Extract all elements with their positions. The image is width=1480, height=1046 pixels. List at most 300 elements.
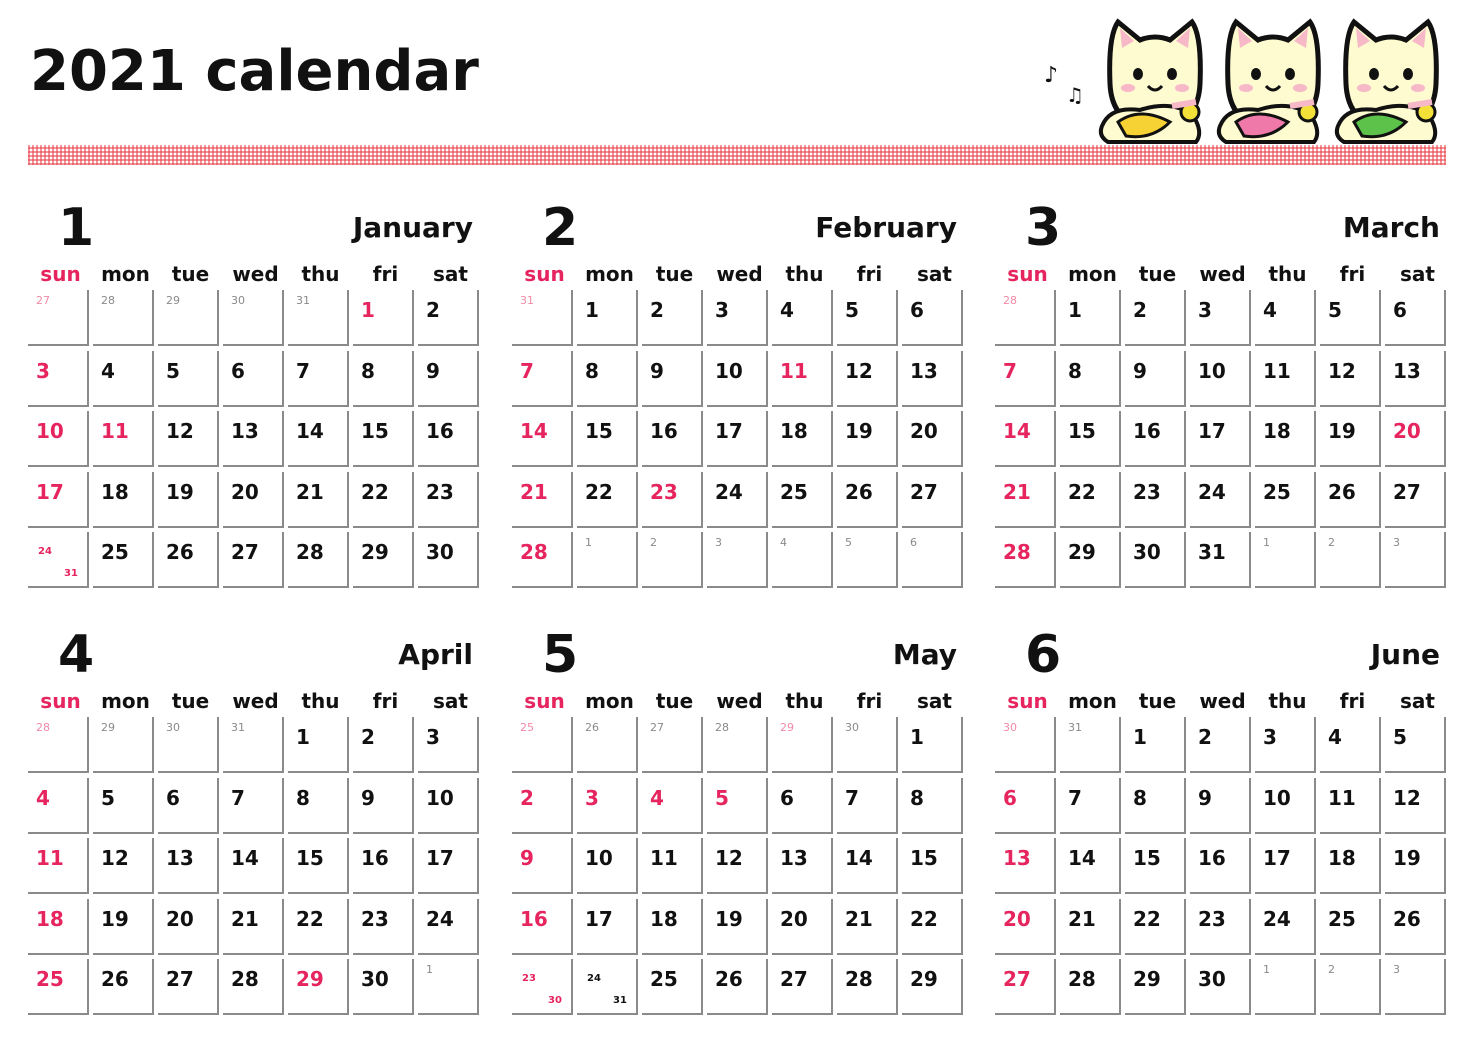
day-cell [1060, 778, 1125, 839]
day-cell [902, 472, 967, 533]
day-cell [577, 472, 642, 533]
day-number: 7 [1003, 358, 1017, 383]
day-cell [93, 717, 158, 778]
day-number: 15 [910, 846, 938, 870]
day-cell [995, 532, 1060, 593]
day-cell [512, 778, 577, 839]
day-number: 3 [426, 725, 440, 749]
day-number: 2 [1198, 725, 1212, 749]
day-number: 8 [585, 358, 599, 383]
day-cell [158, 411, 223, 472]
weekday-label: thu [301, 689, 340, 713]
week-row [995, 899, 1450, 960]
day-cell [902, 351, 967, 412]
adjacent-month-day: 31 [296, 294, 310, 307]
day-number: 4 [1328, 725, 1342, 749]
day-cell [223, 717, 288, 778]
week-row [995, 290, 1450, 351]
music-note-icon [1044, 63, 1084, 107]
day-number: 4 [780, 298, 794, 322]
day-cell [1060, 899, 1125, 960]
week-row [28, 838, 483, 899]
day-number: 30 [1198, 967, 1226, 991]
day-cell [223, 899, 288, 960]
day-number: 7 [520, 358, 534, 383]
day-cell [418, 778, 483, 839]
day-cell [1320, 290, 1385, 351]
day-number: 2 [361, 725, 375, 749]
day-cell [902, 838, 967, 899]
day-cell [642, 532, 707, 593]
weekday-label: thu [301, 262, 340, 286]
month-name: April [398, 638, 473, 671]
adjacent-month-day: 29 [780, 721, 794, 734]
day-number: 11 [780, 358, 808, 383]
weekday-label: thu [1268, 262, 1307, 286]
day-cell [1385, 717, 1450, 778]
day-number: 7 [296, 358, 310, 383]
day-number: 25 [650, 967, 678, 991]
week-row [28, 899, 483, 960]
month-grid [28, 290, 483, 593]
day-number: 13 [1003, 846, 1031, 870]
month-may [512, 617, 967, 1007]
weekday-label: sun [40, 689, 81, 713]
day-number: 3 [585, 785, 599, 810]
week-row [512, 472, 967, 533]
day-cell [837, 472, 902, 533]
month-number: 6 [1025, 625, 1062, 685]
adjacent-month-day: 30 [845, 721, 859, 734]
adjacent-month-day: 4 [780, 536, 787, 549]
day-cell [93, 351, 158, 412]
day-cell [353, 351, 418, 412]
day-cell [902, 899, 967, 960]
day-cell [837, 959, 902, 1020]
weekday-header [995, 689, 1450, 715]
week-row [28, 717, 483, 778]
day-number: 23 [1198, 906, 1226, 931]
adjacent-month-day: 5 [845, 536, 852, 549]
day-number: 24 [1263, 906, 1291, 931]
day-number: 25 [1263, 479, 1291, 504]
day-cell [28, 532, 93, 593]
adjacent-month-day: 30 [231, 294, 245, 307]
day-number: 4 [36, 785, 50, 810]
week-row [512, 959, 967, 1020]
day-number: 17 [585, 906, 613, 931]
day-number: 6 [1393, 298, 1407, 322]
day-cell [353, 899, 418, 960]
day-cell [1385, 351, 1450, 412]
week-row [28, 351, 483, 412]
adjacent-month-day: 1 [1263, 536, 1270, 549]
day-cell [288, 959, 353, 1020]
weekday-label: wed [716, 689, 763, 713]
month-name: May [892, 638, 957, 671]
day-number: 13 [910, 358, 938, 383]
day-cell [995, 838, 1060, 899]
day-cell [837, 899, 902, 960]
day-cell [28, 351, 93, 412]
day-number: 9 [1133, 358, 1147, 383]
month-number: 2 [542, 198, 579, 258]
day-cell [1320, 899, 1385, 960]
day-cell [418, 411, 483, 472]
day-cell [158, 532, 223, 593]
day-number: 6 [231, 358, 245, 383]
day-number: 29 [1068, 540, 1096, 564]
day-number: 20 [231, 479, 259, 504]
day-cell [707, 717, 772, 778]
day-cell [837, 717, 902, 778]
day-cell [1060, 290, 1125, 351]
weekday-label: mon [101, 689, 150, 713]
day-cell [353, 717, 418, 778]
day-cell [577, 532, 642, 593]
day-number: 12 [1393, 785, 1421, 810]
adjacent-month-day: 31 [231, 721, 245, 734]
day-cell [902, 778, 967, 839]
day-cell [577, 899, 642, 960]
day-cell [512, 351, 577, 412]
day-cell [1190, 899, 1255, 960]
day-number: 2 [650, 298, 664, 322]
day-number: 17 [426, 846, 454, 870]
day-number: 20 [1393, 419, 1421, 443]
weekday-header [512, 262, 967, 288]
day-number: 6 [166, 785, 180, 810]
day-cell [995, 899, 1060, 960]
day-cell [353, 838, 418, 899]
day-number: 22 [361, 479, 389, 504]
day-cell [158, 351, 223, 412]
weekday-label: wed [232, 689, 279, 713]
day-cell [1255, 411, 1320, 472]
weekday-label: sun [40, 262, 81, 286]
day-cell [28, 717, 93, 778]
day-number: 23 [1133, 479, 1161, 504]
month-number: 5 [542, 625, 579, 685]
day-number: 22 [1068, 479, 1096, 504]
month-april [28, 617, 483, 1007]
day-number: 9 [426, 358, 440, 383]
day-cell [995, 411, 1060, 472]
weekday-header [995, 262, 1450, 288]
weekday-label: sat [917, 262, 952, 286]
day-cell [1190, 778, 1255, 839]
day-cell [995, 717, 1060, 778]
weekday-label: sun [1007, 689, 1048, 713]
weekday-label: wed [716, 262, 763, 286]
day-number: 21 [845, 906, 873, 931]
day-number: 28 [520, 540, 548, 564]
day-cell [288, 290, 353, 351]
svg-text:♫: ♫ [1066, 83, 1084, 107]
day-number: 2 [1133, 298, 1147, 322]
day-cell [1060, 532, 1125, 593]
month-grid [512, 290, 967, 593]
week-row [28, 959, 483, 1020]
day-cell-border [577, 959, 638, 1015]
day-cell [902, 532, 967, 593]
weekday-label: mon [101, 262, 150, 286]
day-cell [512, 532, 577, 593]
day-number: 5 [1328, 298, 1342, 322]
adjacent-month-day: 27 [650, 721, 664, 734]
day-cell [642, 899, 707, 960]
day-number: 10 [1198, 358, 1226, 383]
weekday-label: fri [1339, 689, 1366, 713]
adjacent-month-day: 2 [1328, 963, 1335, 976]
day-number: 21 [231, 906, 259, 931]
day-number: 15 [1068, 419, 1096, 443]
day-cell [1255, 899, 1320, 960]
day-cell [288, 351, 353, 412]
day-cell [418, 532, 483, 593]
day-number: 19 [715, 906, 743, 931]
weekday-label: mon [1068, 262, 1117, 286]
day-number: 28 [296, 540, 324, 564]
day-cell [642, 290, 707, 351]
day-number: 12 [1328, 358, 1356, 383]
day-number: 1 [585, 298, 599, 322]
day-cell [1385, 532, 1450, 593]
week-row [512, 838, 967, 899]
day-cell [418, 290, 483, 351]
day-cell [1060, 472, 1125, 533]
day-cell [772, 472, 837, 533]
day-cell [288, 717, 353, 778]
week-row [28, 532, 483, 593]
day-cell [772, 778, 837, 839]
weekday-label: tue [655, 689, 694, 713]
day-number: 16 [1198, 846, 1226, 870]
day-number: 16 [520, 906, 548, 931]
day-number: 18 [1328, 846, 1356, 870]
week-row [995, 778, 1450, 839]
day-number: 29 [1133, 967, 1161, 991]
day-number: 14 [1003, 419, 1031, 443]
day-cell [642, 351, 707, 412]
day-number: 19 [1328, 419, 1356, 443]
day-number: 14 [845, 846, 873, 870]
day-cell [223, 838, 288, 899]
adjacent-month-day: 26 [585, 721, 599, 734]
week-row [512, 899, 967, 960]
day-cell [418, 717, 483, 778]
day-cell [1255, 472, 1320, 533]
day-number: 25 [780, 479, 808, 504]
day-number: 7 [231, 785, 245, 810]
day-cell [1190, 351, 1255, 412]
day-number: 12 [845, 358, 873, 383]
month-grid [995, 290, 1450, 593]
day-number: 19 [101, 906, 129, 931]
day-number: 9 [650, 358, 664, 383]
day-number: 25 [101, 540, 129, 564]
day-number: 14 [520, 419, 548, 443]
day-cell [288, 472, 353, 533]
weekday-label: sun [1007, 262, 1048, 286]
week-row [512, 351, 967, 412]
day-number: 26 [845, 479, 873, 504]
day-cell [902, 411, 967, 472]
day-cell [512, 717, 577, 778]
weekday-label: tue [171, 689, 210, 713]
day-cell [158, 472, 223, 533]
adjacent-month-day: 2 [650, 536, 657, 549]
day-cell [1385, 959, 1450, 1020]
day-cell [1320, 351, 1385, 412]
day-number: 10 [1263, 785, 1291, 810]
day-cell [158, 959, 223, 1020]
day-cell [902, 290, 967, 351]
adjacent-month-day: 3 [1393, 963, 1400, 976]
day-cell [772, 899, 837, 960]
day-cell [418, 959, 483, 1020]
day-cell [1060, 411, 1125, 472]
day-cell [353, 411, 418, 472]
day-cell [1385, 778, 1450, 839]
day-cell [902, 959, 967, 1020]
day-number: 28 [231, 967, 259, 991]
weekday-label: thu [785, 689, 824, 713]
day-number: 9 [361, 785, 375, 810]
day-cell [1060, 351, 1125, 412]
day-cell [1320, 838, 1385, 899]
day-number: 13 [231, 419, 259, 443]
day-number: 5 [101, 785, 115, 810]
week-row [512, 411, 967, 472]
weekday-label: wed [232, 262, 279, 286]
day-cell [577, 351, 642, 412]
day-number: 8 [1133, 785, 1147, 810]
month-name: February [815, 211, 957, 244]
adjacent-month-day: 25 [520, 721, 534, 734]
day-number: 24 [1198, 479, 1226, 504]
day-number: 1 [910, 725, 924, 749]
day-number: 24 [38, 546, 52, 557]
day-number: 28 [845, 967, 873, 991]
day-cell [512, 290, 577, 351]
day-cell [1060, 959, 1125, 1020]
day-number: 5 [166, 358, 180, 383]
day-cell [288, 532, 353, 593]
day-number: 30 [361, 967, 389, 991]
day-cell [1320, 717, 1385, 778]
day-number: 22 [585, 479, 613, 504]
day-number: 13 [1393, 358, 1421, 383]
weekday-label: mon [1068, 689, 1117, 713]
day-cell [93, 472, 158, 533]
weekday-label: mon [585, 262, 634, 286]
day-number: 28 [1003, 540, 1031, 564]
day-cell [158, 778, 223, 839]
day-number: 29 [361, 540, 389, 564]
day-number: 26 [166, 540, 194, 564]
day-number: 24 [715, 479, 743, 504]
week-row [995, 532, 1450, 593]
day-number: 19 [845, 419, 873, 443]
day-cell [418, 351, 483, 412]
day-cell [1255, 532, 1320, 593]
day-cell [707, 959, 772, 1020]
day-cell [28, 290, 93, 351]
month-number: 3 [1025, 198, 1062, 258]
weekday-header [28, 262, 483, 288]
day-cell [772, 351, 837, 412]
day-number: 1 [1068, 298, 1082, 322]
day-cell [93, 290, 158, 351]
day-number: 9 [1198, 785, 1212, 810]
week-row [512, 778, 967, 839]
day-cell [28, 411, 93, 472]
day-number: 16 [650, 419, 678, 443]
day-number: 6 [780, 785, 794, 810]
day-cell [28, 899, 93, 960]
weekday-label: fri [856, 262, 883, 286]
day-number: 3 [1263, 725, 1277, 749]
day-number: 6 [910, 298, 924, 322]
weekday-label: fri [856, 689, 883, 713]
day-cell [223, 290, 288, 351]
day-cell [288, 899, 353, 960]
adjacent-month-day: 29 [166, 294, 180, 307]
day-number: 17 [36, 479, 64, 504]
day-number: 21 [296, 479, 324, 504]
day-number: 23 [522, 973, 536, 984]
day-number: 3 [36, 358, 50, 383]
month-name: June [1370, 638, 1440, 671]
day-cell [642, 959, 707, 1020]
day-cell [223, 778, 288, 839]
week-row [28, 290, 483, 351]
day-cell [995, 290, 1060, 351]
day-number: 26 [1393, 906, 1421, 931]
day-cell [288, 778, 353, 839]
day-cell [1060, 717, 1125, 778]
weekday-label: tue [1138, 689, 1177, 713]
day-cell [223, 472, 288, 533]
day-number: 6 [1003, 785, 1017, 810]
day-cell [93, 778, 158, 839]
day-cell [577, 959, 642, 1020]
day-cell [642, 778, 707, 839]
day-number: 26 [101, 967, 129, 991]
day-number: 12 [166, 419, 194, 443]
day-number: 23 [650, 479, 678, 504]
day-cell [1320, 532, 1385, 593]
day-cell [512, 472, 577, 533]
day-cell [642, 472, 707, 533]
day-cell [1385, 838, 1450, 899]
day-cell [223, 411, 288, 472]
day-cell [158, 899, 223, 960]
day-number: 18 [780, 419, 808, 443]
day-number: 22 [910, 906, 938, 931]
day-cell [707, 472, 772, 533]
day-number: 23 [361, 906, 389, 931]
day-cell [837, 351, 902, 412]
day-cell [1125, 899, 1190, 960]
adjacent-month-day: 30 [166, 721, 180, 734]
day-cell [1190, 411, 1255, 472]
day-number: 8 [910, 785, 924, 810]
adjacent-month-day: 1 [1263, 963, 1270, 976]
week-row [512, 717, 967, 778]
day-number: 10 [715, 358, 743, 383]
